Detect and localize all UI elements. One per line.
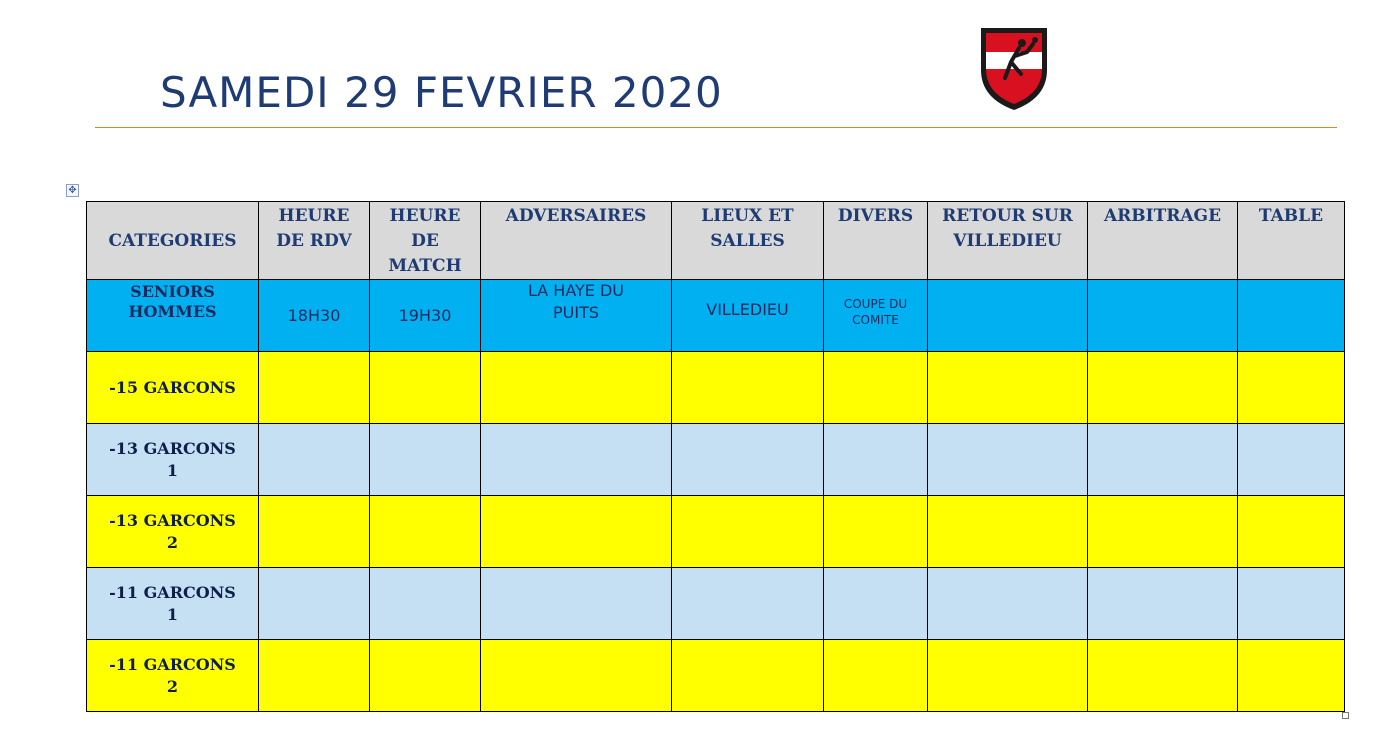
header-heure-match: HEURE DE MATCH [370,202,481,280]
match-cell [370,640,481,712]
header-table: TABLE [1238,202,1345,280]
rdv-cell: 18H30 [259,280,370,352]
category-cell: -15 GARCONS [87,352,259,424]
table-cell [1238,568,1345,640]
table-row [87,280,1345,352]
header-adversaires: ADVERSAIRES [481,202,672,280]
table-header-row [87,202,1345,280]
table-move-handle-icon[interactable]: ✥ [66,184,79,197]
divers-cell [824,424,928,496]
header-lieux-salles: LIEUX ET SALLES [672,202,824,280]
adversaires-cell [481,352,672,424]
category-cell: -13 GARCONS 2 [87,496,259,568]
lieux-cell: VILLEDIEU [672,280,824,352]
header-categories: CATEGORIES [87,202,259,280]
rdv-cell [259,640,370,712]
table-cell [1238,280,1345,352]
divers-cell [824,496,928,568]
retour-cell [928,640,1088,712]
adversaires-cell [481,568,672,640]
header-retour: RETOUR SUR VILLEDIEU [928,202,1088,280]
handball-club-logo [975,22,1053,112]
category-cell: -13 GARCONS 1 [87,424,259,496]
retour-cell [928,352,1088,424]
arbitrage-cell [1088,352,1238,424]
category-cell: -11 GARCONS 2 [87,640,259,712]
match-cell [370,352,481,424]
arbitrage-cell [1088,496,1238,568]
match-cell: 19H30 [370,280,481,352]
divers-cell: COUPE DU COMITE [824,280,928,352]
table-row [87,352,1345,424]
rdv-cell [259,424,370,496]
table-resize-handle[interactable] [1342,712,1349,719]
adversaires-cell: LA HAYE DU PUITS [481,280,672,352]
table-cell [1238,352,1345,424]
match-cell [370,568,481,640]
table-cell [1238,496,1345,568]
match-cell [370,496,481,568]
table-cell [1238,640,1345,712]
arbitrage-cell [1088,280,1238,352]
match-cell [370,424,481,496]
table-row [87,568,1345,640]
retour-cell [928,424,1088,496]
lieux-cell [672,496,824,568]
title-underline [95,127,1337,128]
lieux-cell [672,424,824,496]
header-divers: DIVERS [824,202,928,280]
adversaires-cell [481,640,672,712]
retour-cell [928,568,1088,640]
rdv-cell [259,352,370,424]
divers-cell [824,640,928,712]
category-cell: -11 GARCONS 1 [87,568,259,640]
arbitrage-cell [1088,424,1238,496]
divers-cell [824,352,928,424]
table-row [87,496,1345,568]
lieux-cell [672,640,824,712]
arbitrage-cell [1088,640,1238,712]
schedule-table [86,201,1345,712]
adversaires-cell [481,424,672,496]
table-cell [1238,424,1345,496]
lieux-cell [672,352,824,424]
table-row [87,424,1345,496]
retour-cell [928,280,1088,352]
adversaires-cell [481,496,672,568]
lieux-cell [672,568,824,640]
header-arbitrage: ARBITRAGE [1088,202,1238,280]
category-cell: SENIORS HOMMES [87,280,259,352]
rdv-cell [259,568,370,640]
rdv-cell [259,496,370,568]
divers-cell [824,568,928,640]
header-heure-rdv: HEURE DE RDV [259,202,370,280]
retour-cell [928,496,1088,568]
table-row [87,640,1345,712]
arbitrage-cell [1088,568,1238,640]
page-title: SAMEDI 29 FEVRIER 2020 [160,68,723,117]
